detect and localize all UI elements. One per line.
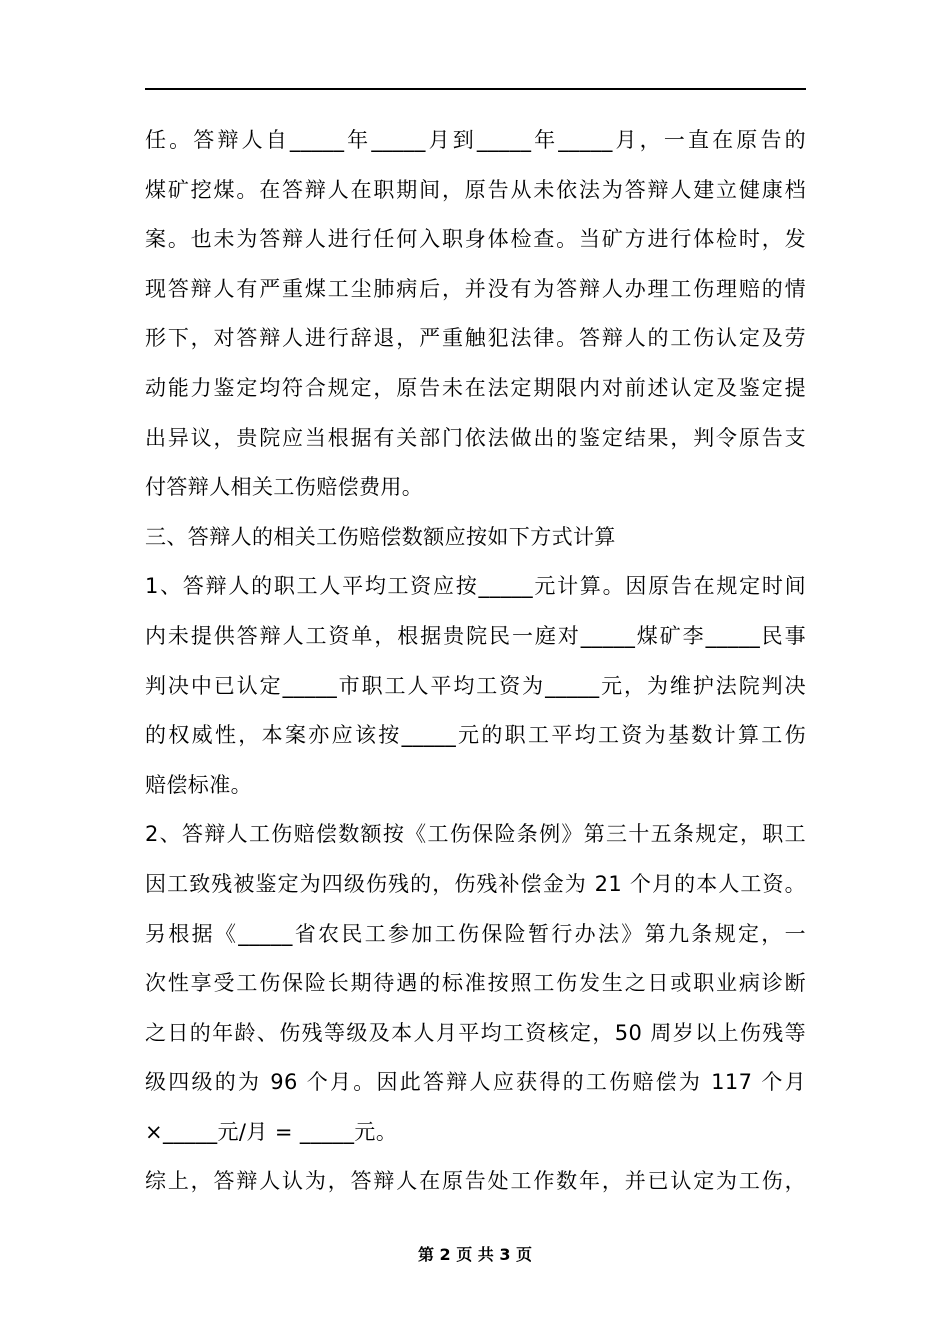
text-line: 内未提供答辩人工资单，根据贵院民一庭对_____煤矿李_____民事 (145, 623, 806, 648)
text-line: 1、答辩人的职工人平均工资应按_____元计算。因原告在规定时间 (145, 574, 806, 599)
page-number: 第 2 页 共 3 页 (417, 1245, 533, 1264)
text-line: 次性享受工伤保险长期待遇的标准按照工伤发生之日或职业病诊断 (145, 971, 806, 996)
text-line: 煤矿挖煤。在答辩人在职期间，原告从未依法为答辩人建立健康档 (145, 177, 806, 202)
text-line: 现答辩人有严重煤工尘肺病后，并没有为答辩人办理工伤理赔的情 (145, 276, 806, 301)
text-line: ×_____元/月 = _____元。 (145, 1119, 398, 1144)
text-line: 的权威性，本案亦应该按_____元的职工平均工资为基数计算工伤 (145, 723, 806, 748)
text-line: 综上，答辩人认为，答辩人在原告处工作数年，并已认定为工伤， (145, 1169, 806, 1194)
text-line: 2、答辩人工伤赔偿数额按《工伤保险条例》第三十五条规定，职工 (145, 822, 806, 847)
text-line: 付答辩人相关工伤赔偿费用。 (145, 475, 424, 500)
text-line: 案。也未为答辩人进行任何入职身体检查。当矿方进行体检时，发 (145, 227, 806, 252)
text-line: 判决中已认定_____市职工人平均工资为_____元，为维护法院判决 (145, 673, 806, 698)
text-line: 之日的年龄、伤残等级及本人月平均工资核定，50 周岁以上伤残等 (145, 1020, 806, 1045)
text-line: 因工致残被鉴定为四级伤残的，伤残补偿金为 21 个月的本人工资。 (145, 871, 806, 896)
text-line: 形下，对答辩人进行辞退，严重触犯法律。答辩人的工伤认定及劳 (145, 326, 806, 351)
text-line: 出异议，贵院应当根据有关部门依法做出的鉴定结果，判令原告支 (145, 425, 806, 450)
text-line: 级四级的为 96 个月。因此答辩人应获得的工伤赔偿为 117 个月 (145, 1070, 806, 1095)
text-line: 动能力鉴定均符合规定，原告未在法定期限内对前述认定及鉴定提 (145, 375, 806, 400)
document-body (145, 116, 806, 1207)
text-line: 三、答辩人的相关工伤赔偿数额应按如下方式计算 (145, 524, 616, 549)
text-line: 另根据《_____省农民工参加工伤保险暂行办法》第九条规定，一 (145, 921, 806, 946)
header-rule (145, 88, 806, 90)
text-line: 赔偿标准。 (145, 772, 252, 797)
text-line: 任。答辩人自_____年_____月到_____年_____月，一直在原告的 (145, 128, 806, 152)
